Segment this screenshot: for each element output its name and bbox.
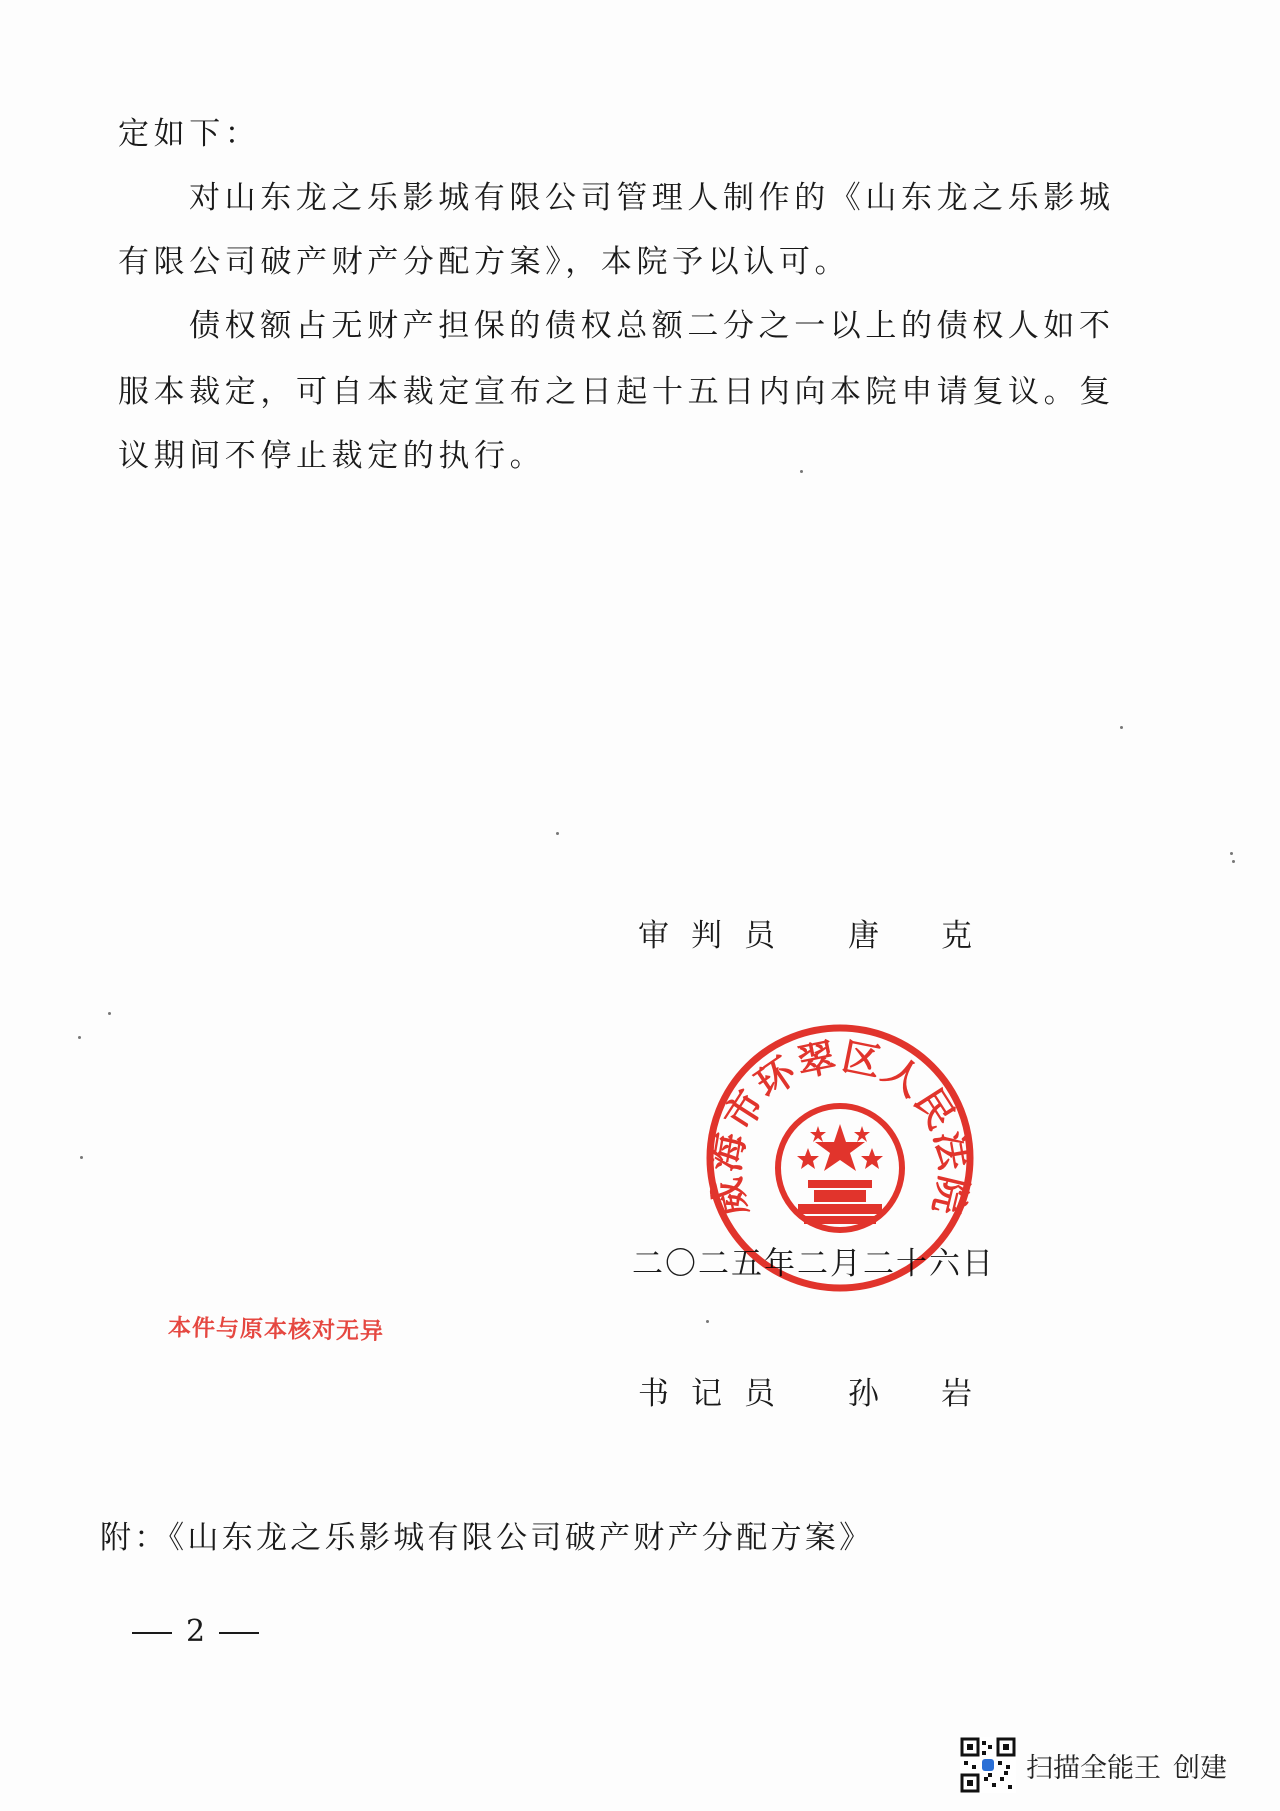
paragraph-line: 定如下： [118, 116, 261, 152]
paragraph-line: 有限公司破产财产分配方案》，本院予以认可。 [118, 244, 851, 280]
scan-speck [108, 1012, 111, 1015]
clerk-signature [638, 1374, 1034, 1414]
scan-speck [78, 1036, 81, 1039]
qr-code-icon [960, 1737, 1016, 1793]
scan-speck [1120, 726, 1123, 729]
judge-role: 审判员 [638, 918, 797, 954]
page-number-dash [219, 1632, 259, 1634]
page-number [132, 1612, 259, 1652]
seal-text: 威海市环翠区人民法院 [703, 1034, 977, 1221]
scan-speck [556, 832, 559, 835]
page-number-value: 2 [186, 1614, 206, 1649]
paragraph-line: 议期间不停止裁定的执行。 [118, 438, 546, 474]
scan-speck [706, 1320, 709, 1323]
page-number-dash [132, 1632, 172, 1634]
judge-signature [638, 916, 1034, 956]
scanner-action-label: 创建 [1173, 1752, 1227, 1784]
paragraph-line: 对山东龙之乐影城有限公司管理人制作的《山东龙之乐影城 [189, 180, 1115, 216]
attachment-line: 附：《山东龙之乐影城有限公司破产财产分配方案》 [100, 1520, 874, 1556]
paragraph-line: 债权额占无财产担保的债权总额二分之一以上的债权人如不 [189, 308, 1115, 344]
national-emblem-icon [778, 1106, 902, 1230]
scan-speck [1232, 860, 1235, 863]
court-seal [700, 1018, 980, 1298]
paragraph-line: 服本裁定，可自本裁定宣布之日起十五日内向本院申请复议。复 [118, 374, 1115, 410]
scanner-watermark [960, 1738, 1227, 1792]
scan-speck [800, 470, 803, 473]
clerk-name: 孙岩 [848, 1376, 1034, 1412]
scan-speck [1230, 852, 1233, 855]
judge-name: 唐克 [848, 918, 1034, 954]
verification-stamp: 本件与原本核对无异 [167, 1315, 385, 1345]
scan-speck [80, 1156, 83, 1159]
clerk-role: 书记员 [638, 1376, 797, 1412]
scanner-app-label: 扫描全能王 [1026, 1752, 1161, 1784]
ruling-date: 二〇二五年二月二十六日 [632, 1246, 995, 1282]
